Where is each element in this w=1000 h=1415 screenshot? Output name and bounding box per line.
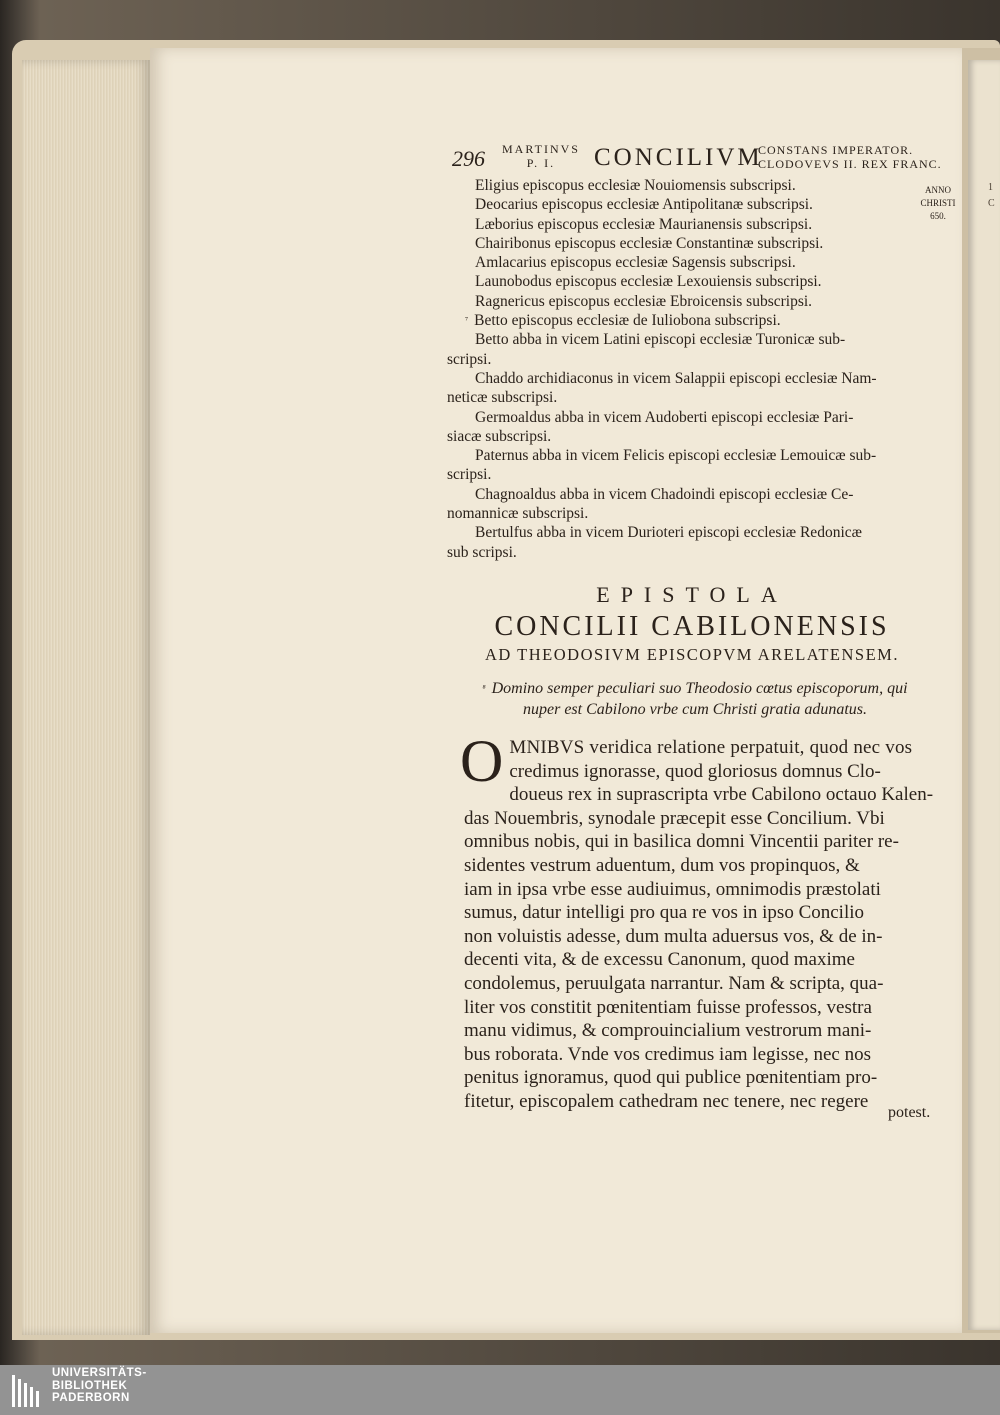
signature-line: Ragnericus episcopus ecclesiæ Ebroicensis subscripsi. <box>475 292 813 310</box>
body-line: sumus, datur intelligi pro qua re vos in ipso Concilio <box>464 902 865 924</box>
signature-line: Chairibonus episcopus ecclesiæ Constantinæ subscripsi. <box>475 234 824 252</box>
salutation-line <box>460 678 930 699</box>
body-line: penitus ignoramus, quod qui publice pœnitentiam pro- <box>464 1067 878 1089</box>
margin-note-line: CHRISTI <box>920 198 956 208</box>
signature-line: Germoaldus abba in vicem Audoberti episcopi ecclesiæ Pari- <box>475 408 854 426</box>
signature-line: Chaddo archidiaconus in vicem Salappii episcopi ecclesiæ Nam- <box>475 369 877 387</box>
library-logo-icon <box>10 1373 46 1409</box>
library-footer <box>0 1365 1000 1415</box>
library-name-line: BIBLIOTHEK <box>52 1379 128 1392</box>
body-line: condolemus, peruulgata narrantur. Nam & scripta, qua- <box>464 972 884 994</box>
catchword: potest. <box>888 1104 931 1121</box>
signature-line: Læborius episcopus ecclesiæ Maurianensis subscripsi. <box>475 215 813 233</box>
body-line: liter vos constitit pœnitentiam fuisse professos, vestra <box>464 996 872 1018</box>
header-pope: MARTINVS <box>502 142 580 156</box>
drop-cap: O <box>460 728 504 794</box>
signature-line: Betto abba in vicem Latini episcopi ecclesiæ Turonicæ sub- <box>475 331 846 349</box>
signature-line: scripsi. <box>447 466 492 484</box>
bleed-char: C <box>988 198 995 209</box>
note-mark: ⁸ <box>482 683 486 693</box>
signature-line: nomannicæ subscripsi. <box>447 505 589 523</box>
signature-line: Deocarius episcopus ecclesiæ Antipolitanæ subscripsi. <box>475 196 813 214</box>
margin-note-line: ANNO <box>925 185 951 195</box>
signature-line: Chagnoaldus abba in vicem Chadoindi episcopi ecclesiæ Ce- <box>475 485 854 503</box>
body-line: omnibus nobis, qui in basilica domni Vincentii pariter re- <box>464 831 899 853</box>
body-line: MNIBVS veridica relatione perpatuit, quod nec vos <box>509 737 913 758</box>
signature-line: neticæ subscripsi. <box>447 389 558 407</box>
heading-epistola: EPISTOLA <box>596 582 788 607</box>
epistola-heading <box>447 582 937 666</box>
note-mark: ⁷ <box>465 315 469 326</box>
body-line: iam in ipsa vrbe esse audiuimus, omnimodis præstolati <box>464 878 881 900</box>
running-header <box>452 138 942 180</box>
running-title: CONCILIVM <box>594 144 763 171</box>
library-name-line: PADERBORN <box>52 1392 130 1404</box>
header-right <box>758 143 942 171</box>
facing-page-bleed <box>988 180 995 212</box>
heading-concilii: CONCILII CABILONENSIS <box>494 611 890 642</box>
signature-text: Betto episcopus ecclesiæ de Iuliobona subscripsi. <box>474 312 781 330</box>
library-name <box>52 1367 147 1405</box>
body-line: sidentes vestrum aduentum, dum vos propinquos, & <box>464 854 860 876</box>
page-edges <box>22 60 150 1335</box>
signature-line: scripsi. <box>447 350 492 368</box>
body-line: bus roborata. Vnde vos credimus iam legisse, nec nos <box>464 1043 872 1065</box>
signature-line: Bertulfus abba in vicem Durioteri episcopi ecclesiæ Redonicæ <box>475 524 862 542</box>
salutation-text: Domino semper peculiari suo Theodosio cœtus episcoporum, qui <box>491 680 908 697</box>
heading-addressee: AD THEODOSIVM EPISCOPVM ARELATENSEM. <box>485 645 899 664</box>
signature-line: Eligius episcopus ecclesiæ Nouiomensis subscripsi. <box>475 177 796 194</box>
body-line: fitetur, episcopalem cathedram nec tenere, nec regere <box>464 1090 869 1112</box>
header-pope-number: P. I. <box>526 156 556 170</box>
library-name-line: UNIVERSITÄTS- <box>52 1367 147 1379</box>
body-line: doueus rex in suprascripta vrbe Cabilono octauo Kalen- <box>509 784 934 806</box>
page-number: 296 <box>452 146 485 171</box>
salutation-line: nuper est Cabilono vrbe cum Christi gratia adunatus. <box>523 701 867 718</box>
signature-line: Launobodus episcopus ecclesiæ Lexouiensis subscripsi. <box>475 273 822 291</box>
signature-list <box>447 176 937 562</box>
body-line: decenti vita, & de excessu Canonum, quod maxime <box>464 949 855 971</box>
bleed-char: 1 <box>988 182 993 193</box>
signature-line: sub scripsi. <box>447 543 517 561</box>
letter-body <box>460 728 939 1114</box>
facing-page-edge <box>968 60 1000 1330</box>
header-left <box>502 142 580 170</box>
signature-line: Amlacarius episcopus ecclesiæ Sagensis subscripsi. <box>475 254 796 272</box>
salutation <box>460 678 930 720</box>
signature-line <box>447 311 937 330</box>
header-emperor: CONSTANS IMPERATOR. <box>758 143 914 157</box>
signature-line: siacæ subscripsi. <box>447 427 552 445</box>
header-king: CLODOVEVS II. REX FRANC. <box>758 157 942 171</box>
margin-note-line: 650. <box>930 211 946 221</box>
signature-line: Paternus abba in vicem Felicis episcopi ecclesiæ Lemouicæ sub- <box>475 447 877 465</box>
body-line: manu vidimus, & comprouincialium vestrorum mani- <box>464 1020 872 1042</box>
body-line: credimus ignorasse, quod gloriosus domnus Clo- <box>509 760 881 782</box>
body-line: non voluistis adesse, dum multa aduersus vos, & de in- <box>464 925 883 947</box>
body-line: das Nouembris, synodale præcepit esse Concilium. Vbi <box>464 807 885 829</box>
